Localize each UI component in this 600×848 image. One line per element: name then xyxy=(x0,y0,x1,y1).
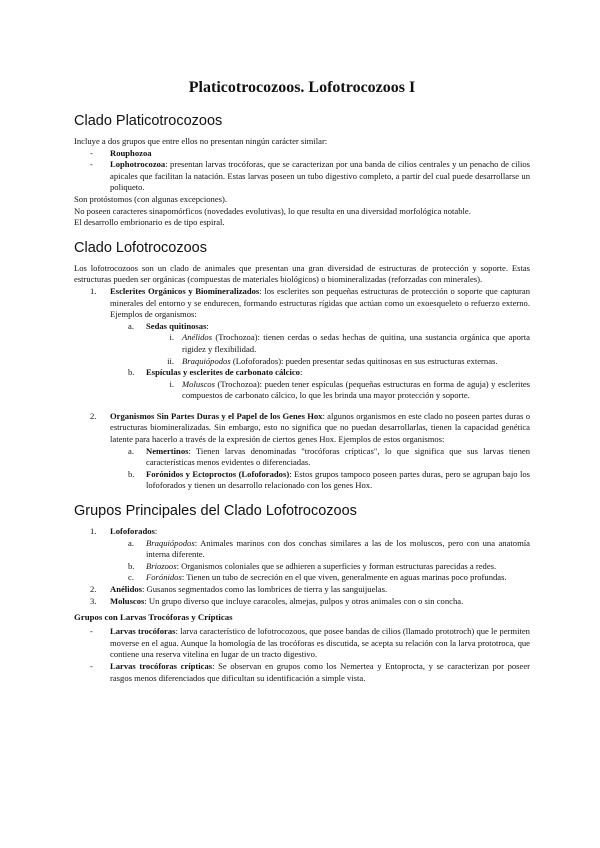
list-item: b. Espículas y esclerites de carbonato cálcico: xyxy=(128,367,303,378)
list-item: a. Sedas quitinosas: xyxy=(128,320,209,331)
list-item: - Rouphozoa xyxy=(90,147,152,158)
list-item: 2. Organismos Sin Partes Duras y el Papel de los Genes Hox: algunos organismos en este clado no poseen partes duras o estructuras biomineralizadas. Sin embargo, esto no significa que no puedan desarrollarlas, tienen la capacidad genética latente para hacerlo a través de la expresión de ciertos genes Hox. Ejemplos de estos organismos: xyxy=(90,410,530,445)
page-title: Platicotrocozoos. Lofotrocozoos I xyxy=(188,79,416,96)
list-item: 1. Esclerites Orgánicos y Biomineralizados: los esclerites son pequeñas estructuras de protección o soporte que capturan minerales del entorno y se endurecen, formando estructuras rígidas que actúan como un exoesqueleto o refuerzo externo. Ejemplos de organismos: xyxy=(90,285,531,320)
list-item: i. Anélidos (Trochozoa): tienen cerdas o sedas hechas de quitina, una sustancia orgánica que aporta rigidez y flexibilidad. xyxy=(169,332,530,354)
paragraph: Incluye a dos grupos que entre ellos no presentan ningún carácter similar: xyxy=(74,136,328,146)
note-line: Son protóstomos (con algunas excepciones). xyxy=(74,193,227,204)
list-item: - Lophotrocozoa: presentan larvas trocóforas, que se caracterizan por una banda de cilios centrales y un penacho de cilios apicales que facilitan la natación. Estas larvas poseen un tubo digestivo completo, a partir del cual puede desarrollarse un poliqueto. xyxy=(90,159,530,193)
list-item: ii. Braquiópodos (Lofoforados): pueden presentar sedas quitinosas en sus estructuras externas. xyxy=(167,355,498,366)
note-line: El desarrollo embrionario es de tipo espiral. xyxy=(74,217,225,228)
list-item: 3. Moluscos: Un grupo diverso que incluye caracoles, almejas, pulpos y otros animales con o sin concha. xyxy=(90,595,464,606)
list-item: i. Moluscos (Trochozoa): pueden tener espículas (pequeñas estructuras en forma de aguja) y esclerites compuestos de carbonato cálcico, lo que les brinda una mayor protección y soporte. xyxy=(169,378,530,401)
list-item: b. Forónidos y Ectoproctos (Lofoforados): Estos grupos tampoco poseen partes duras, pero se agrupan bajo los lofoforados y tienen un desarrollo relacionado con los genes Hox. xyxy=(128,468,530,491)
list-item: a. Braquiópodos: Animales marinos con dos conchas similares a las de los moluscos, pero con una anatomía interna diferente. xyxy=(128,537,530,560)
list-item: 2. Anélidos: Gusanos segmentados como las lombrices de tierra y las sanguijuelas. xyxy=(90,584,388,594)
subsection-heading-larvas: Grupos con Larvas Trocóforas y Crípticas xyxy=(74,612,233,623)
list-item: - Larvas trocóforas crípticas: Se observan en grupos como los Nemertea y Entoprocta, y se caracterizan por poseer rasgos menos diferenciados que dificultan su identificación a simple vista. xyxy=(90,660,531,683)
section-heading-lofotrocozoos: Clado Lofotrocozoos xyxy=(74,239,207,256)
list-item: c. Forónidos: Tienen un tubo de secreción en el que viven, generalmente en aguas marinas poco profundas. xyxy=(128,572,507,583)
list-item: a. Nemertinos: Tienen larvas denominadas "trocóforas crípticas", lo que significa que sus larvas tienen características menos evidentes o diferenciadas. xyxy=(128,445,530,468)
paragraph: Los lofotrocozoos son un clado de animales que presentan una gran diversidad de estructuras de protección y soporte. Estas estructuras pueden ser orgánicas (compuestas de materiales biológicos) o biomineralizadas (reforzadas con minerales). xyxy=(74,262,530,285)
note-line: No poseen caracteres sinapomórficos (novedades evolutivas), lo que resulta en una diversidad morfológica notable. xyxy=(74,205,471,216)
list-item: 1. Lofoforados: xyxy=(90,526,158,537)
section-heading-grupos-principales: Grupos Principales del Clado Lofotrocozoos xyxy=(74,503,357,520)
list-item: b. Briozoos: Organismos coloniales que se adhieren a superficies y forman estructuras parecidas a redes. xyxy=(128,560,497,571)
list-item: - Larvas trocóforas: larva característico de lofotrocozoos, que posee bandas de cilios (llamado prototroch) que le permiten moverse en el agua. Aunque la homología de las trocóforas es discutida, se acepta su relación con la larva prototroca, que contiene una reserva vitelina en lugar de un tracto digestivo. xyxy=(90,626,530,660)
section-heading-platicotrocozoos: Clado Platicotrocozoos xyxy=(74,113,223,129)
